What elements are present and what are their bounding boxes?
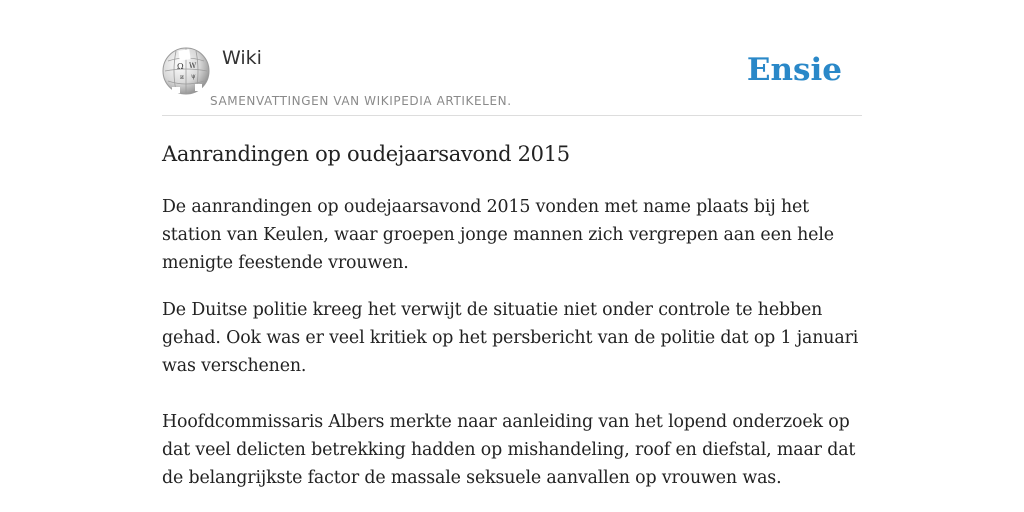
svg-text:ψ: ψ (191, 73, 196, 80)
article-content (162, 138, 867, 492)
svg-text:W: W (189, 62, 197, 70)
article-paragraph: De aanrandingen op oudejaarsavond 2015 vonden met name plaats bij het station van Keulen, waar groepen jonge mannen zich vergrepen aan een hele menigte feestende vrouwen. (162, 197, 834, 273)
svg-text:Ω: Ω (177, 62, 184, 71)
site-tagline: SAMENVATTINGEN VAN WIKIPEDIA ARTIKELEN. (210, 94, 512, 108)
site-header (162, 44, 862, 116)
article-paragraph: De Duitse politie kreeg het verwijt de situatie niet onder controle te hebben gehad. Ook was er veel kritiek op het persbericht van de politie dat op 1 januari was verschenen. (162, 300, 859, 376)
article-paragraph: Hoofdcommissaris Albers merkte naar aanleiding van het lopend onderzoek op dat veel delicten betrekking hadden op mishandeling, roof en diefstal, maar dat de belangrijkste factor de massale seksuele aanvallen op vrouwen was. (162, 412, 856, 488)
svg-text:и: и (180, 74, 184, 81)
site-name[interactable]: Wiki (222, 47, 262, 69)
ensie-brand-logo[interactable]: Ensie (746, 52, 842, 88)
wikipedia-globe-icon[interactable] (162, 47, 210, 95)
article-title: Aanrandingen op oudejaarsavond 2015 (162, 142, 570, 166)
